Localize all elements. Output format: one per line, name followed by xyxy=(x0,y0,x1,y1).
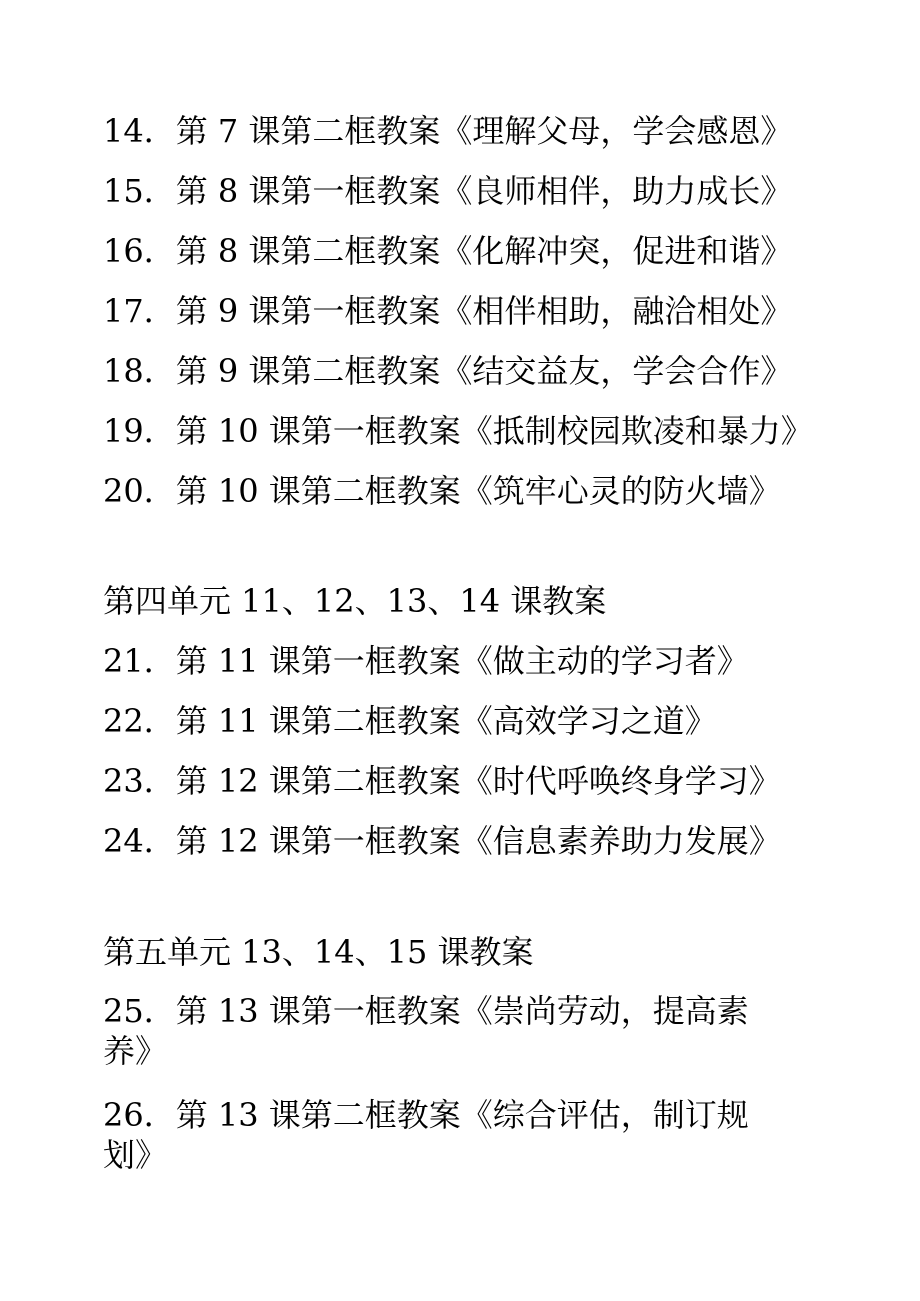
list-item: 19．第 10 课第一框教案《抵制校园欺凌和暴力》 xyxy=(103,412,813,450)
list-item: 15．第 8 课第一框教案《良师相伴，助力成长》 xyxy=(103,172,793,210)
list-item: 25．第 13 课第一框教案《崇尚劳动，提高素养》 xyxy=(103,992,749,1070)
list-item: 14．第 7 课第二框教案《理解父母，学会感恩》 xyxy=(103,112,793,150)
section-heading-unit-5: 第五单元 13、14、15 课教案 xyxy=(103,933,534,971)
list-item: 21．第 11 课第一框教案《做主动的学习者》 xyxy=(103,642,749,680)
list-item: 26．第 13 课第二框教案《综合评估，制订规划》 xyxy=(103,1096,749,1174)
list-item: 22．第 11 课第二框教案《高效学习之道》 xyxy=(103,702,717,740)
list-item: 24．第 12 课第一框教案《信息素养助力发展》 xyxy=(103,822,781,860)
list-item: 16．第 8 课第二框教案《化解冲突，促进和谐》 xyxy=(103,232,793,270)
section-heading-unit-4: 第四单元 11、12、13、14 课教案 xyxy=(103,582,607,620)
list-item: 17．第 9 课第一框教案《相伴相助，融洽相处》 xyxy=(103,292,793,330)
list-item: 18．第 9 课第二框教案《结交益友，学会合作》 xyxy=(103,352,793,390)
list-item: 20．第 10 课第二框教案《筑牢心灵的防火墙》 xyxy=(103,472,781,510)
list-item: 23．第 12 课第二框教案《时代呼唤终身学习》 xyxy=(103,762,781,800)
